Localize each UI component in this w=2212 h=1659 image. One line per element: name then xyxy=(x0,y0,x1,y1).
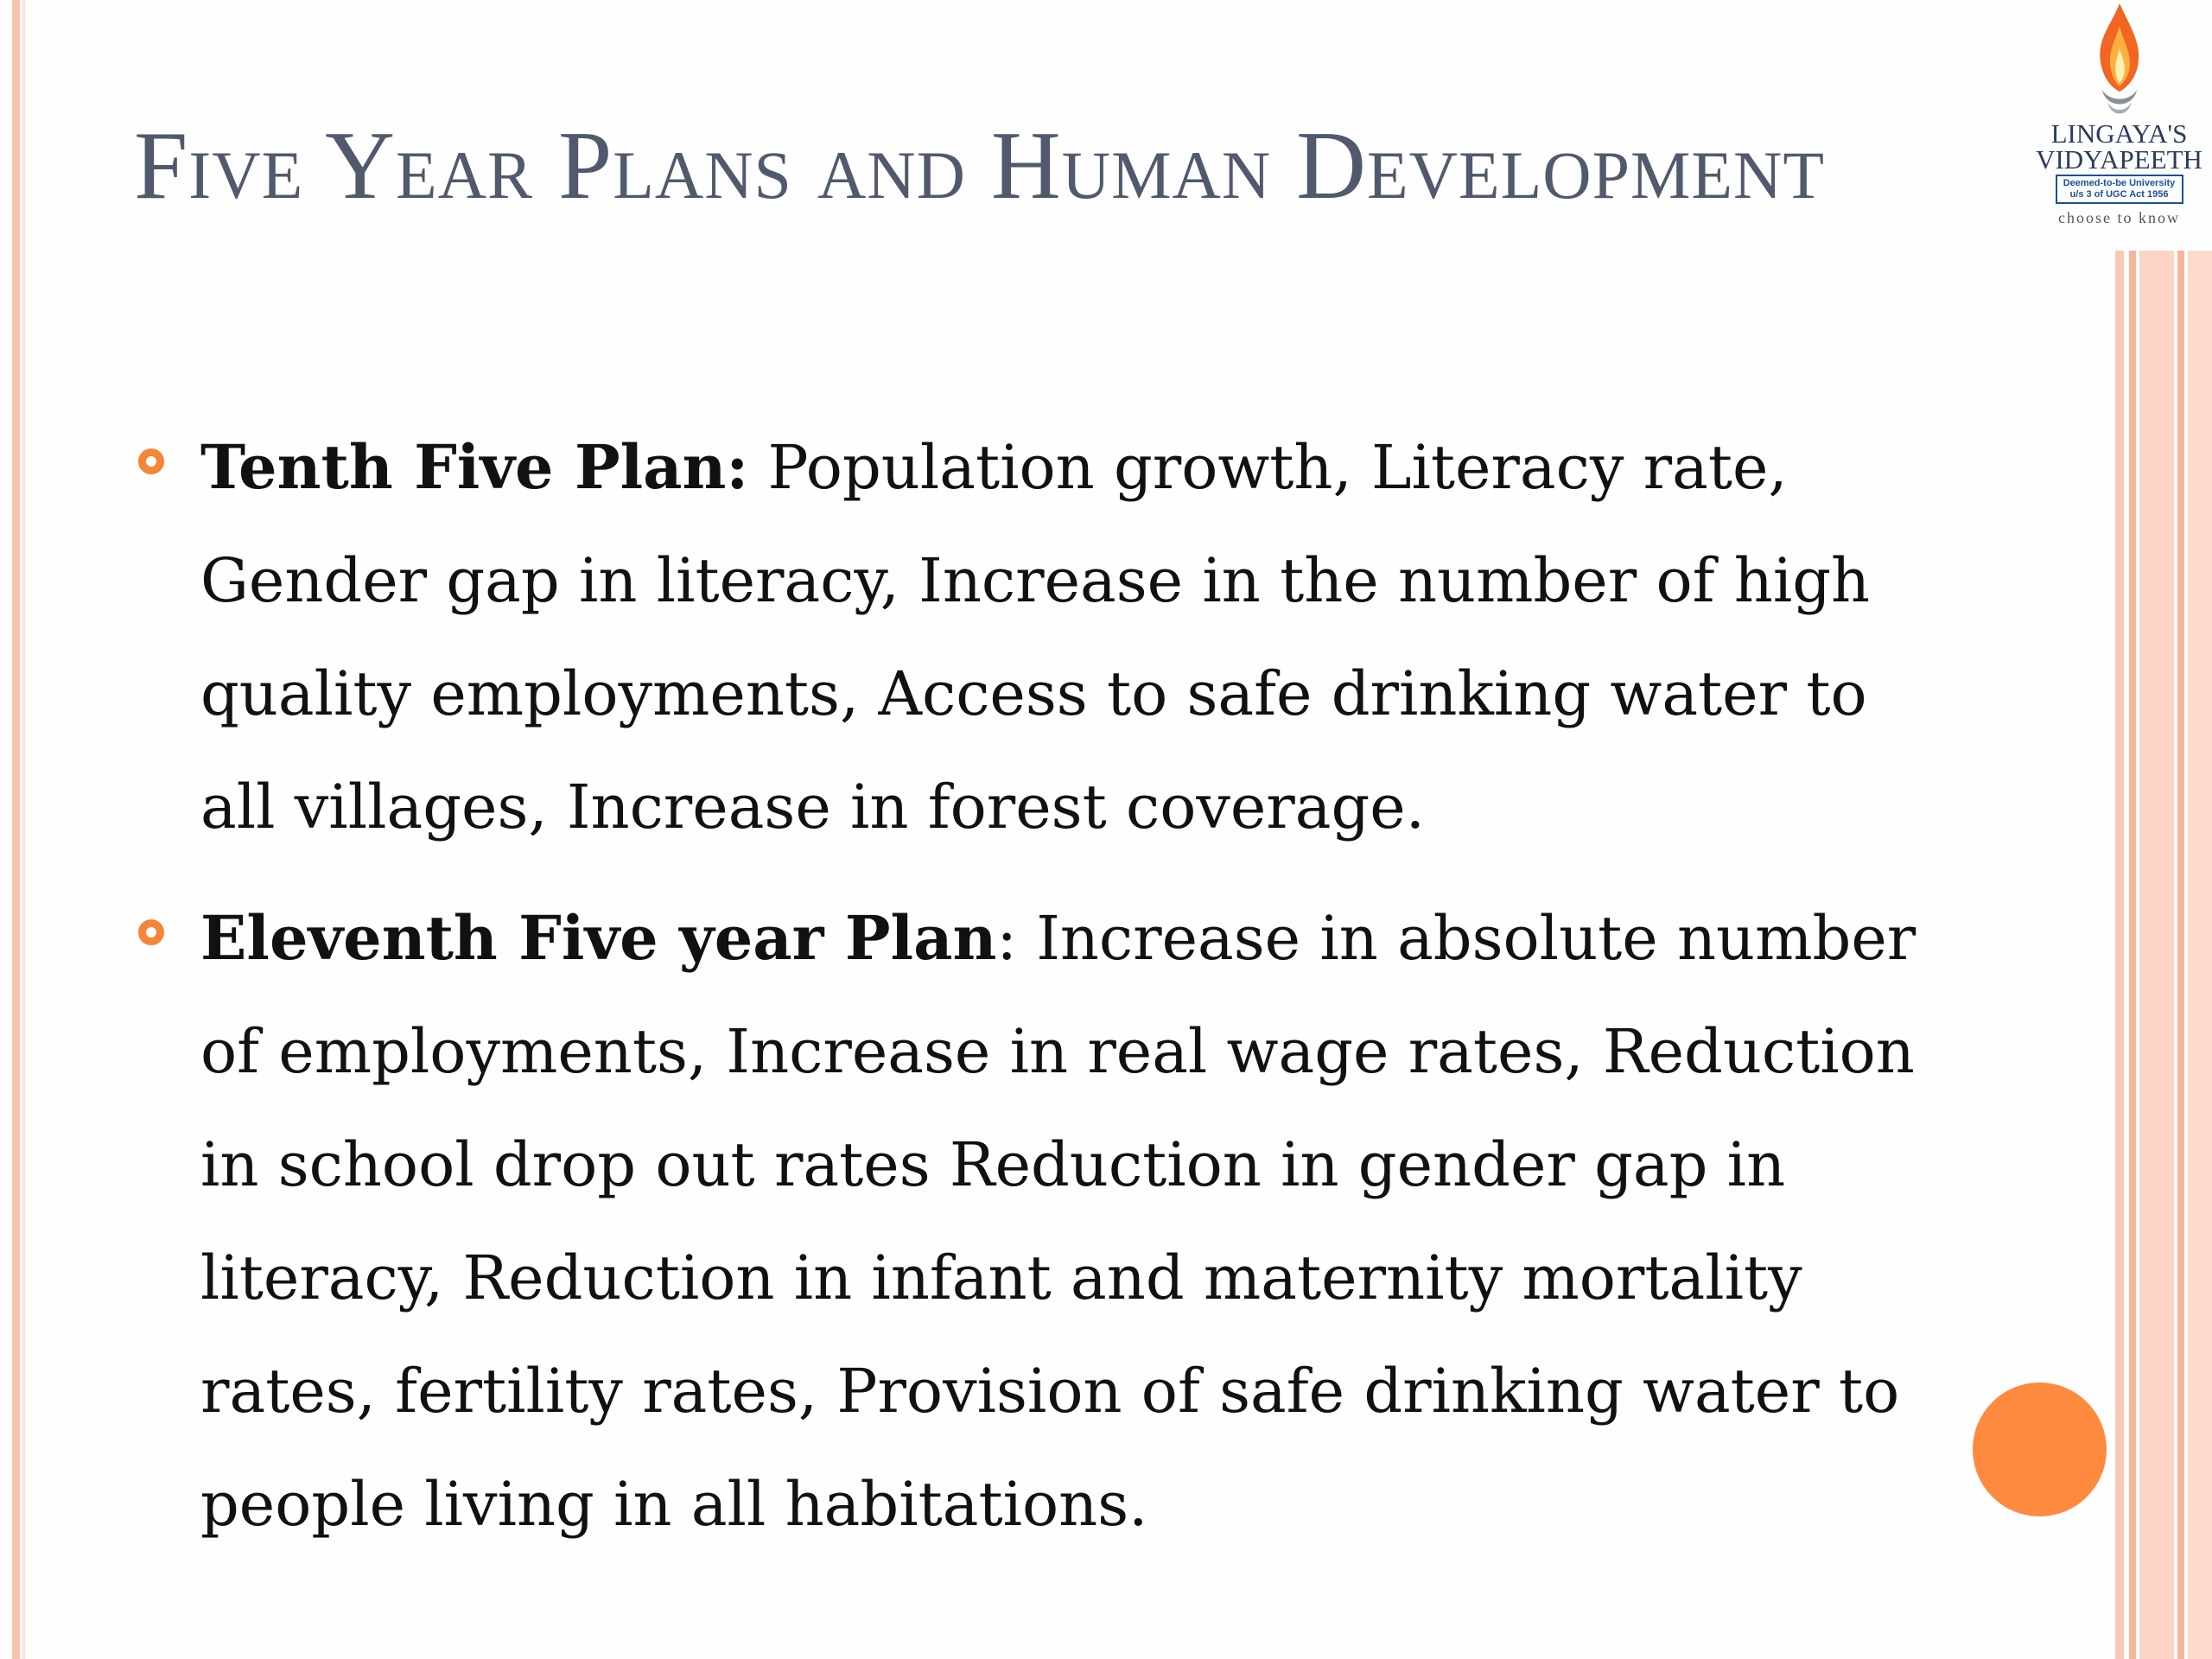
bullet-item-tenth-plan xyxy=(138,410,1918,864)
circle-bullet-icon xyxy=(138,919,164,945)
decorative-orange-circle xyxy=(1973,1382,2107,1516)
flame-icon xyxy=(2085,0,2154,121)
left-decorative-stripe xyxy=(12,0,20,1659)
right-decorative-stripe xyxy=(2129,251,2136,1659)
logo-tagline: choose to know xyxy=(2058,209,2180,226)
right-decorative-stripe xyxy=(2139,251,2174,1659)
logo-badge-line2: u/s 3 of UGC Act 1956 xyxy=(2069,189,2169,200)
bullet-list xyxy=(138,410,1918,1579)
bullet-text: Population growth, Literacy rate, Gender gap in literacy, Increase in the number of high quality employments, Access to safe drinking water to all villages, Increase in forest coverage. xyxy=(200,432,1871,842)
right-decorative-stripe xyxy=(2115,251,2124,1659)
bullet-item-eleventh-plan xyxy=(138,881,1918,1561)
right-decorative-stripe xyxy=(2188,251,2212,1659)
logo-badge-line1: Deemed-to-be University xyxy=(2063,178,2176,188)
slide-title: Five Year Plans and Human Development xyxy=(134,112,1825,219)
bullet-heading: Eleventh Five year Plan xyxy=(200,902,997,974)
logo-name-line2: VIDYAPEETH xyxy=(2036,144,2202,175)
circle-bullet-icon xyxy=(138,448,164,474)
logo-name-line1: LINGAYA'S xyxy=(2050,118,2188,149)
university-logo xyxy=(2026,0,2212,251)
left-decorative-stripe-thin xyxy=(22,0,25,1659)
bullet-text: : Increase in absolute number of employments, Increase in real wage rates, Reduction in school drop out rates Reduction in gender gap in literacy, Reduction in infant and maternity mortality rates, fertility rates, Provision of safe drinking water to people living in all habitations. xyxy=(200,903,1916,1540)
logo-badge xyxy=(2056,175,2183,204)
right-decorative-stripe xyxy=(2177,251,2184,1659)
bullet-heading: Tenth Five Plan: xyxy=(200,431,749,503)
